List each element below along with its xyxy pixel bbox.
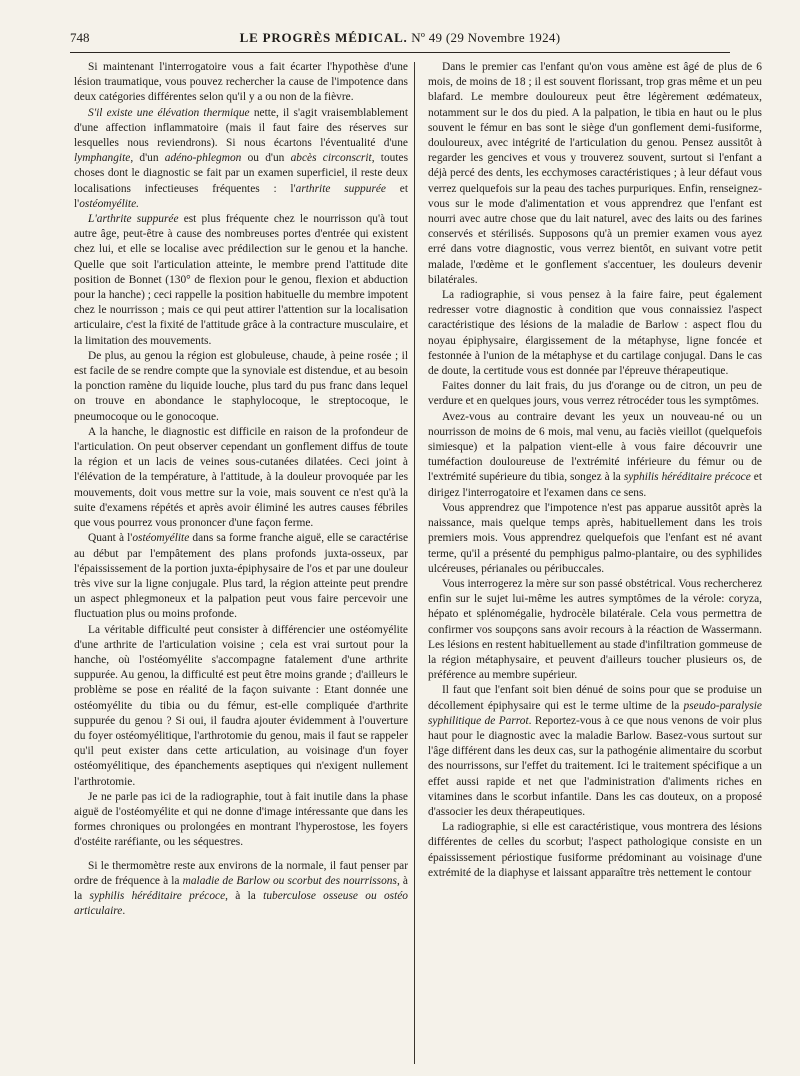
paragraph: Je ne parle pas ici de la radiographie, tout à fait inutile dans la phase aiguë de l'ostéomyélite et qui ne donne d'image intéressante que dans les formes chroniques ou prolongées en montrant l'hyperostose, les foyers d'ostéite raréfiante, ou les séquestres. — [74, 790, 408, 849]
journal-title: LE PROGRÈS MÉDICAL. — [239, 30, 408, 45]
paragraph: Vous interrogerez la mère sur son passé obstétrical. Vous rechercherez enfin sur le sujet lui-même les autres symptômes de la vérole: coryza, hépato et splénomégalie, hydrocèle bilatérale. Cela vous permettra de confirmer vos soupçons sans avoir recours à la réaction de Wassermann. Les lésions en restent habituellement au stade d'infiltration gommeuse de la région métaphysaire, et peuvent d'ailleurs toucher plusieurs os, de préférence au membre supérieur. — [428, 577, 762, 682]
paragraph: Si le thermomètre reste aux environs de la normale, il faut penser par ordre de fréquence à la maladie de Barlow ou scorbut des nourrissons, à la syphilis héréditaire précoce, à la tuberculose osseuse ou ostéo articulaire. — [74, 859, 409, 918]
paragraph: Si maintenant l'interrogatoire vous a fait écarter l'hypothèse d'une lésion traumatique, vous pouvez rechercher la cause de l'impotence dans deux catégories différentes selon qu'il y a ou non de la fièvre. — [74, 61, 408, 104]
column-rule — [414, 62, 415, 1064]
paragraph: A la hanche, le diagnostic est difficile en raison de la profondeur de l'articulation. On peut observer cependant un gonflement diffus de toute la région et un lacis de veines sous-cutanées dilatées. Ceci joint à l'élévation de la température, à l'attitude, à la douleur provoquée par les mouvements, doit vous mettre sur la voie, mais souvent ce n'est qu'à la suite d'examens répétés et après avoir éliminé les autres causes fébriles que vous pourrez vous prononcer d'une façon ferme. — [74, 425, 408, 530]
paragraph: Il faut que l'enfant soit bien dénué de soins pour que se produise un décollement épiphysaire qui est le terme ultime de la pseudo-paralysie syphilitique de Parrot. Reportez-vous à ce que nous venons de voir plus haut pour le diagnostic avec la maladie Barlow. Basez-vous surtout sur l'âge différent dans les deux cas, sur la pathogénie alimentaire du scorbut des nourrissons, sur l'effet du traitement. Ici le traitement spécifique a un effet aussi rapide et net que l'administration d'aliments riches en vitamines dans le scorbut infantile. Dans les cas douteux, on a proposé d'associer les deux thérapeutiques. — [428, 684, 762, 818]
paragraph: La radiographie, si elle est caractéristique, vous montrera des lésions différentes de celles du scorbut; l'aspect pathologique consiste en un épaississement périostique fusiforme prédominant au voisinage d'une extrémité de la diaphyse et laissant apparaître très nettement le contour — [428, 821, 762, 879]
header-rule — [70, 52, 730, 53]
paragraph: S'il existe une élévation thermique nette, il s'agit vraisemblablement d'une affection inflammatoire (mais il faut faire des réserves sur lesquelles nous reviendrons). Si nous écartons l'éventualité d'une lymphangite, d'un adéno-phlegmon ou d'un abcès circonscrit, toutes choses dont le diagnostic se fait par un examen superficiel, il reste deux localisations infectieuses fréquentes : l'arthrite suppurée et l'ostéomyélite. — [74, 106, 408, 210]
paragraph: Faites donner du lait frais, du jus d'orange ou de citron, un peu de verdure et en quelques jours, vous verrez rétrocéder tous les symptômes. — [428, 380, 762, 408]
paragraph: Dans le premier cas l'enfant qu'on vous amène est âgé de plus de 6 mois, de moins de 18 ; il est souvent florissant, trop gras même et un peu blafard. Le membre douloureux peut être légèrement œdémateux, notamment sur le dos du pied. A la palpation, le tibia en haut ou le plus souvent le fémur en bas sont le siège d'un gonflement demi-fusiforme, douloureux, avec intégrité de l'articulation du genou. Pensez aussitôt à regarder les gencives et vous y trouverez souvent, surtout si l'enfant a déjà percé des dents, les ecchymoses caractéristiques ; à leur défaut vous verrez quelquefois sur la peau des taches purpuriques. Enfin, renseignez-vous sur le mode d'alimentation et vous apprendrez que l'enfant est nourri avec autre chose que du lait naturel, avec des laits ou des farines conservés et stérilisés. Supposons qu'à un premier examen vous ayez erré dans votre diagnostic, vous verrez bientôt, en suivant votre petit malade, l'œdème et le gonflement s'accentuer, les douleurs devenir bilatérales. — [428, 61, 762, 286]
paragraph: L'arthrite suppurée est plus fréquente chez le nourrisson qu'à tout autre âge, peut-être à cause des nombreuses portes d'entrée qui existent chez lui, et elle se localise avec prédilection sur le genou et la hanche. Quelle que soit l'articulation atteinte, le membre prend l'attitude dite position de Bonnet (130° de flexion pour le genou, flexion et abduction pour la hanche) ; ceci rappelle la position habituelle du membre impotent chez le nourrisson ; mais ce qui peut attirer l'attention sur la localisation articulaire, c'est la fixité de l'attitude grâce à la contracture musculaire, et la limitation des mouvements. — [74, 213, 408, 347]
page-number: 748 — [70, 30, 90, 45]
paragraph: Quant à l'ostéomyélite dans sa forme franche aiguë, elle se caractérise au début par l'empâtement des plans profonds juxta-osseux, par l'épaississement de la portion juxta-épiphysaire de l'os et par une douleur très vive sur la ligne conjugale. Plus tard, la région atteinte peut prendre un aspect phlegmoneux et la palpation peut vous faire percevoir une fluctuation plus ou moins profonde. — [74, 532, 408, 621]
paragraph: De plus, au genou la région est globuleuse, chaude, à peine rosée ; il est facile de se rendre compte que la synoviale est distendue, et au besoin la ponction ramène du liquide louche, plus tard du pus franc dans lequel on trouve en abondance le staphylocoque, le streptocoque, le pneumocoque ou le gonocoque. — [74, 349, 409, 423]
journal-title-line — [150, 30, 650, 46]
paragraph: Avez-vous au contraire devant les yeux un nouveau-né ou un nourrisson de moins de 6 mois, mal venu, au faciès vieillot (quelquefois simiesque) et la palpation vient-elle à vous faire découvrir une tuméfaction douloureuse de l'extrémité inférieure du fémur ou de l'extrémité supérieure du tibia, songez à la syphilis héréditaire précoce et dirigez l'interrogatoire et l'examen dans ce sens. — [428, 410, 762, 499]
paragraph: La véritable difficulté peut consister à différencier une ostéomyélite d'une arthrite de l'articulation voisine ; cela est vrai surtout pour la hanche, où l'ostéomyélite s'accompagne fatalement d'une arthrite suppurée. Au genou, la difficulté est peut être moins grande ; d'ailleurs le problème se pose en réalité de la façon suivante : Etant donnée une ostéomyélite du tibia ou du fémur, est-elle compliquée d'arthrite suppurée du genou ? Si oui, il faudra ajouter évidemment à l'ouverture du foyer ostéomyélitique, l'arthrotomie du genou, mais il faut se rappeler qu'il peut exister dans cette articulation, au voisinage d'un foyer ostéomyélitique, des épanchements aseptiques qui n'exigent nullement l'arthrotomie. — [74, 623, 408, 788]
paragraph: Vous apprendrez que l'impotence n'est pas apparue aussitôt après la naissance, mais quelque temps après, habituellement dans les trois premiers mois. Vous apprendrez quelquefois que l'enfant est né avant terme, qu'il a présenté du pemphigus palmo-plantaire, ou des syphilides ulcéreuses, périanales ou péribuccales. — [428, 501, 762, 575]
issue-info: Nº 49 (29 Novembre 1924) — [411, 30, 561, 45]
running-header — [70, 30, 730, 52]
left-column — [74, 60, 408, 919]
right-column — [428, 60, 762, 881]
paragraph: La radiographie, si vous pensez à la faire faire, peut également redresser votre diagnostic à condition que vous connaissiez l'aspect caractéristique des lésions de la maladie de Barlow : aspect flou du noyau épiphysaire, élargissement de la métaphyse, ligne foncée et festonnée à l'union de la métaphyse et du cartilage conjugal. Dans le cas de doute, la certitude vous est donnée par l'épreuve thérapeutique. — [428, 289, 762, 378]
